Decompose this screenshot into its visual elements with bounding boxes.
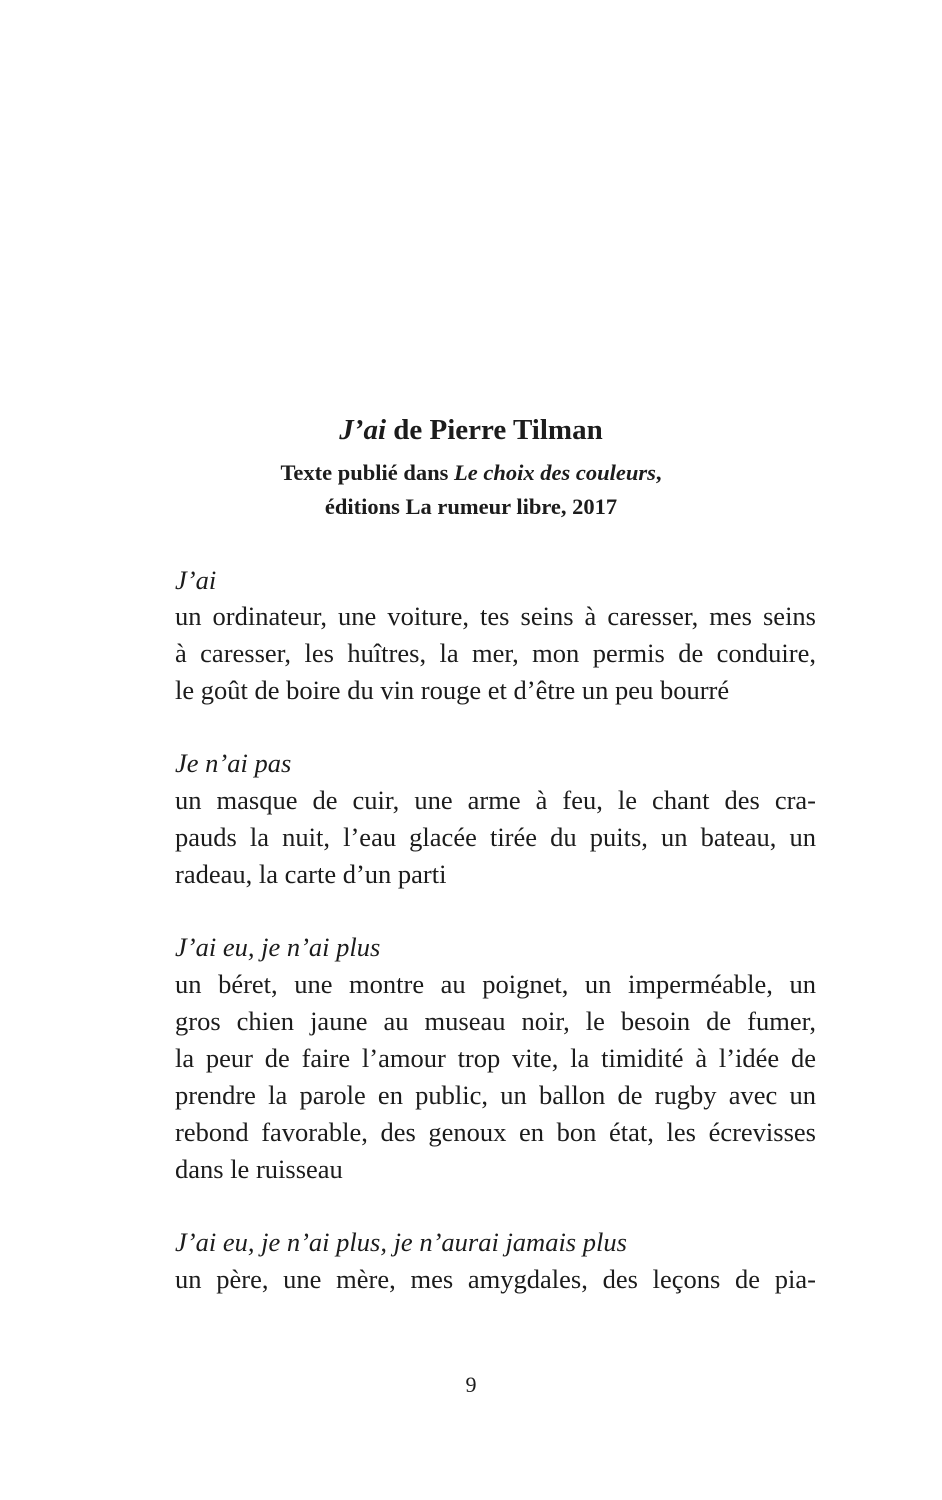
stanza-heading: J’ai: [175, 565, 217, 595]
poem-line: un père, une mère, mes amygdales, des leçons de pia-: [175, 1264, 816, 1294]
poem-line: un béret, une montre au poignet, un imperméable, un: [175, 969, 816, 999]
poem-line: à caresser, les huîtres, la mer, mon permis de conduire,: [175, 638, 816, 668]
page-number: 9: [465, 1372, 477, 1397]
publisher-line: éditions La rumeur libre, 2017: [324, 494, 618, 519]
page-title: [0, 412, 942, 448]
source-line: [0, 456, 942, 490]
poem-line: gros chien jaune au museau noir, le besoin de fumer,: [175, 1006, 816, 1036]
poem-line: prendre la parole en public, un ballon de rugby avec un: [175, 1080, 816, 1110]
title-author: de Pierre Tilman: [386, 414, 603, 446]
poem-line: un masque de cuir, une arme à feu, le chant des cra-: [175, 785, 816, 815]
poem-line: pauds la nuit, l’eau glacée tirée du puits, un bateau, un: [175, 822, 816, 852]
source-suffix: ,: [655, 460, 662, 485]
poem-line: radeau, la carte d’un parti: [175, 859, 447, 889]
stanza-heading: Je n’ai pas: [175, 748, 292, 778]
poem-line: un ordinateur, une voiture, tes seins à caresser, mes seins: [175, 601, 816, 631]
stanza-heading: J’ai eu, je n’ai plus, je n’aurai jamais plus: [175, 1227, 627, 1257]
source-prefix: Texte publié dans: [280, 460, 455, 485]
poem-line: rebond favorable, des genoux en bon état, les écrevisses: [175, 1117, 816, 1147]
poem-line: le goût de boire du vin rouge et d’être un peu bourré: [175, 675, 730, 705]
title-italic: J’ai: [339, 414, 387, 446]
stanza-heading: J’ai eu, je n’ai plus: [175, 932, 381, 962]
poem-line: la peur de faire l’amour trop vite, la timidité à l’idée de: [175, 1043, 816, 1073]
source-book-title: Le choix des couleurs: [454, 460, 656, 485]
poem-line: dans le ruisseau: [175, 1154, 343, 1184]
